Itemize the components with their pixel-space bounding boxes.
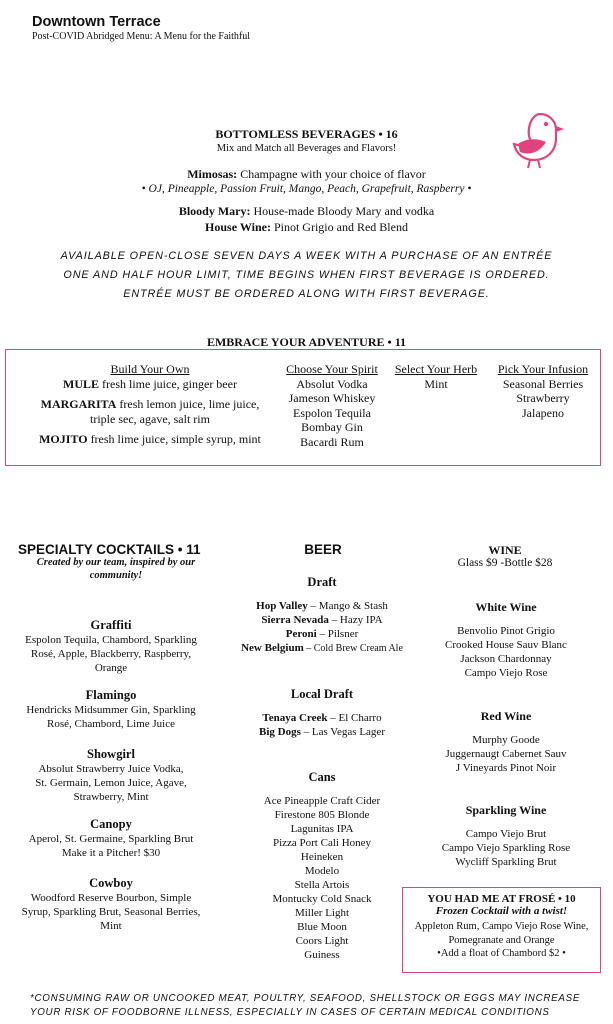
cocktail-desc: Syrup, Sparkling Brut, Seasonal Berries,	[21, 906, 201, 918]
beer-cans-section	[222, 770, 422, 962]
beer-desc: – Mango & Stash	[307, 600, 388, 612]
draft-item	[222, 627, 422, 641]
can-item: Pizza Port Cali Honey	[272, 837, 372, 849]
spirit-item: Absolut Vodka	[296, 376, 368, 391]
margarita-desc-2: triple sec, agave, salt rim	[90, 411, 210, 426]
house-wine-label: House Wine:	[205, 220, 271, 234]
beer-name: Big Dogs	[259, 726, 301, 738]
cocktail-desc: Absolut Strawberry Juice Vodka,	[38, 763, 184, 775]
beer-draft-section	[222, 575, 422, 656]
wine-item: Juggernaugt Cabernet Sauv	[445, 748, 567, 760]
bloody-text: House-made Bloody Mary and vodka	[250, 204, 435, 218]
beer-name: New Belgium	[241, 642, 304, 654]
cocktail-canopy	[8, 817, 214, 860]
mimosa-flavors: • OJ, Pineapple, Passion Fruit, Mango, Peach, Grapefruit, Raspberry •	[141, 183, 472, 195]
mimosa-text: Champagne with your choice of flavor	[237, 167, 426, 181]
bloody-label: Bloody Mary:	[178, 204, 251, 218]
cans-title: Cans	[308, 770, 336, 784]
bottomless-note	[0, 247, 613, 304]
frose-addon: •Add a float of Chambord $2 •	[437, 948, 566, 959]
wine-item: Crooked House Sauv Blanc	[445, 639, 567, 651]
bottomless-title: BOTTOMLESS BEVERAGES • 16	[215, 127, 398, 141]
draft-title: Draft	[307, 575, 337, 589]
bottomless-subtitle: Mix and Match all Beverages and Flavors!	[216, 143, 397, 154]
beer-name: Peroni	[285, 628, 317, 640]
house-wine-text: Pinot Grigio and Red Blend	[270, 220, 408, 234]
mojito-name: MOJITO	[39, 432, 88, 446]
wine-item: Wycliff Sparkling Brut	[455, 856, 557, 868]
cocktail-graffiti	[8, 618, 214, 675]
wine-title: WINE	[488, 543, 522, 557]
white-wine-title: White Wine	[475, 600, 537, 614]
spirit-column	[278, 362, 386, 449]
beer-desc: – Pilsner	[316, 628, 359, 640]
beer-desc: – Las Vegas Lager	[300, 726, 385, 738]
wine-item: Campo Viejo Brut	[465, 828, 547, 840]
beer-desc: – Cold Brew Cream Ale	[303, 643, 403, 654]
cocktail-desc: Make it a Pitcher! $30	[61, 847, 161, 859]
can-item: Modelo	[304, 865, 340, 877]
beer-local-section	[222, 687, 422, 739]
mule-name: MULE	[63, 376, 100, 391]
cocktail-name: Cowboy	[89, 876, 133, 890]
note-line: ENTRÉE MUST BE ORDERED ALONG WITH FIRST BEVERAGE.	[123, 288, 490, 300]
cocktail-name: Graffiti	[90, 618, 132, 632]
infusion-item: Strawberry	[516, 391, 570, 405]
house-wine-line	[0, 220, 613, 235]
bloody-mary-line	[0, 204, 613, 219]
wine-item: Campo Viejo Sparkling Rose	[441, 842, 571, 854]
restaurant-name: Downtown Terrace	[32, 14, 161, 30]
beer-title: BEER	[304, 542, 342, 557]
mule-desc: fresh lime juice, ginger beer	[99, 376, 237, 391]
can-item: Guiness	[304, 949, 340, 961]
cocktail-name: Canopy	[90, 817, 132, 831]
cocktail-desc: Hendricks Midsummer Gin, Sparkling	[26, 704, 196, 716]
herb-heading: Select Your Herb	[394, 362, 478, 376]
wine-item: J Vineyards Pinot Noir	[455, 762, 557, 774]
cocktail-desc: Rosé, Apple, Blackberry, Raspberry,	[30, 648, 192, 660]
cocktail-showgirl	[8, 747, 214, 804]
local-item	[222, 725, 422, 739]
specialty-subtitle: Created by our team, inspired by our community!	[36, 557, 196, 581]
mimosa-line	[0, 167, 613, 182]
infusion-column	[488, 362, 598, 420]
cocktail-desc: Strawberry, Mint	[73, 791, 149, 803]
cocktail-desc: Orange	[94, 662, 128, 674]
infusion-heading: Pick Your Infusion	[497, 362, 589, 376]
disclaimer-line: YOUR RISK OF FOODBORNE ILLNESS, ESPECIALLY IN CASES OF CERTAIN MEDICAL CONDITIONS	[30, 1007, 550, 1018]
bottomless-section	[0, 127, 613, 235]
frose-box	[402, 887, 601, 973]
build-heading: Build Your Own	[110, 362, 190, 376]
margarita-item	[22, 397, 278, 412]
cocktail-desc: St. Germain, Lemon Juice, Agave,	[35, 777, 187, 789]
specialty-title: SPECIALTY COCKTAILS • 11	[18, 542, 201, 557]
can-item: Stella Artois	[294, 879, 350, 891]
cocktail-desc: Aperol, St. Germaine, Sparkling Brut	[28, 833, 194, 845]
cocktail-desc: Mint	[100, 920, 122, 932]
can-item: Heineken	[300, 851, 344, 863]
cocktail-cowboy	[8, 876, 214, 933]
adventure-title: EMBRACE YOUR ADVENTURE • 11	[206, 335, 407, 349]
can-item: Montucky Cold Snack	[272, 893, 372, 905]
cocktail-desc: Woodford Reserve Bourbon, Simple	[30, 892, 192, 904]
spirit-item: Bacardi Rum	[300, 434, 364, 449]
herb-column	[386, 362, 486, 391]
menu-subtitle: Post-COVID Abridged Menu: A Menu for the Faithful	[32, 31, 251, 42]
beer-desc: – El Charro	[327, 712, 382, 724]
sparkling-wine-title: Sparkling Wine	[465, 803, 547, 817]
can-item: Lagunitas IPA	[290, 823, 354, 835]
margarita-desc: fresh lemon juice, lime juice,	[116, 397, 260, 411]
wine-item: Benvolio Pinot Grigio	[457, 625, 555, 637]
cocktail-desc: Rosé, Chambord, Lime Juice	[46, 718, 175, 730]
can-item: Blue Moon	[297, 921, 347, 933]
cocktail-name: Flamingo	[85, 688, 137, 702]
infusion-item: Seasonal Berries	[502, 376, 584, 391]
spirit-heading: Choose Your Spirit	[286, 362, 378, 376]
white-wine-section	[420, 600, 592, 680]
spirit-item: Espolon Tequila	[293, 405, 371, 420]
frose-subtitle: Frozen Cocktail with a twist!	[435, 905, 568, 917]
margarita-name: MARGARITA	[40, 397, 117, 411]
red-wine-section	[420, 709, 592, 775]
draft-item	[222, 613, 422, 627]
build-your-own-column	[22, 362, 278, 447]
note-line: ONE AND HALF HOUR LIMIT, TIME BEGINS WHEN FIRST BEVERAGE IS ORDERED.	[63, 269, 550, 281]
can-item: Firestone 805 Blonde	[274, 809, 370, 821]
spirit-item: Bombay Gin	[301, 420, 363, 434]
wine-item: Murphy Goode	[472, 734, 540, 746]
restaurant-header	[32, 14, 250, 42]
local-item	[222, 711, 422, 725]
wine-prices: Glass $9 -Bottle $28	[457, 557, 553, 569]
red-wine-title: Red Wine	[480, 709, 532, 723]
beer-name: Sierra Nevada	[261, 614, 329, 626]
mojito-item	[22, 432, 278, 447]
can-item: Coors Light	[295, 935, 349, 947]
can-item: Ace Pineapple Craft Cider	[263, 795, 381, 807]
cocktail-name: Showgirl	[87, 747, 135, 761]
infusion-item: Jalapeno	[522, 405, 564, 420]
frose-desc: Appleton Rum, Campo Viejo Rose Wine,	[414, 921, 589, 932]
wine-item: Jackson Chardonnay	[460, 653, 552, 665]
frose-title: YOU HAD ME AT FROSÉ • 10	[427, 893, 576, 905]
beer-desc: – Hazy IPA	[328, 614, 383, 626]
mimosa-label: Mimosas:	[187, 167, 238, 181]
note-line: AVAILABLE OPEN-CLOSE SEVEN DAYS A WEEK WITH A PURCHASE OF AN ENTRÉE	[60, 250, 553, 262]
herb-item: Mint	[424, 376, 448, 391]
beer-name: Hop Valley	[256, 600, 308, 612]
local-draft-title: Local Draft	[290, 687, 354, 701]
mojito-desc: fresh lime juice, simple syrup, mint	[87, 432, 261, 446]
wine-item: Campo Viejo Rose	[464, 667, 548, 679]
sparkling-wine-section	[420, 803, 592, 869]
mule-item	[22, 377, 278, 392]
disclaimer-line: *CONSUMING RAW OR UNCOOKED MEAT, POULTRY, SEAFOOD, SHELLSTOCK OR EGGS MAY INCREASE	[30, 993, 581, 1004]
cocktail-flamingo	[8, 688, 214, 731]
health-disclaimer	[30, 992, 590, 1020]
can-item: Miller Light	[294, 907, 350, 919]
spirit-item: Jameson Whiskey	[288, 391, 376, 405]
draft-item	[222, 599, 422, 613]
beer-name: Tenaya Creek	[262, 712, 328, 724]
frose-desc: Pomegranate and Orange	[448, 934, 555, 946]
cocktail-desc: Espolon Tequila, Chambord, Sparkling	[25, 634, 197, 646]
draft-item	[222, 641, 422, 656]
